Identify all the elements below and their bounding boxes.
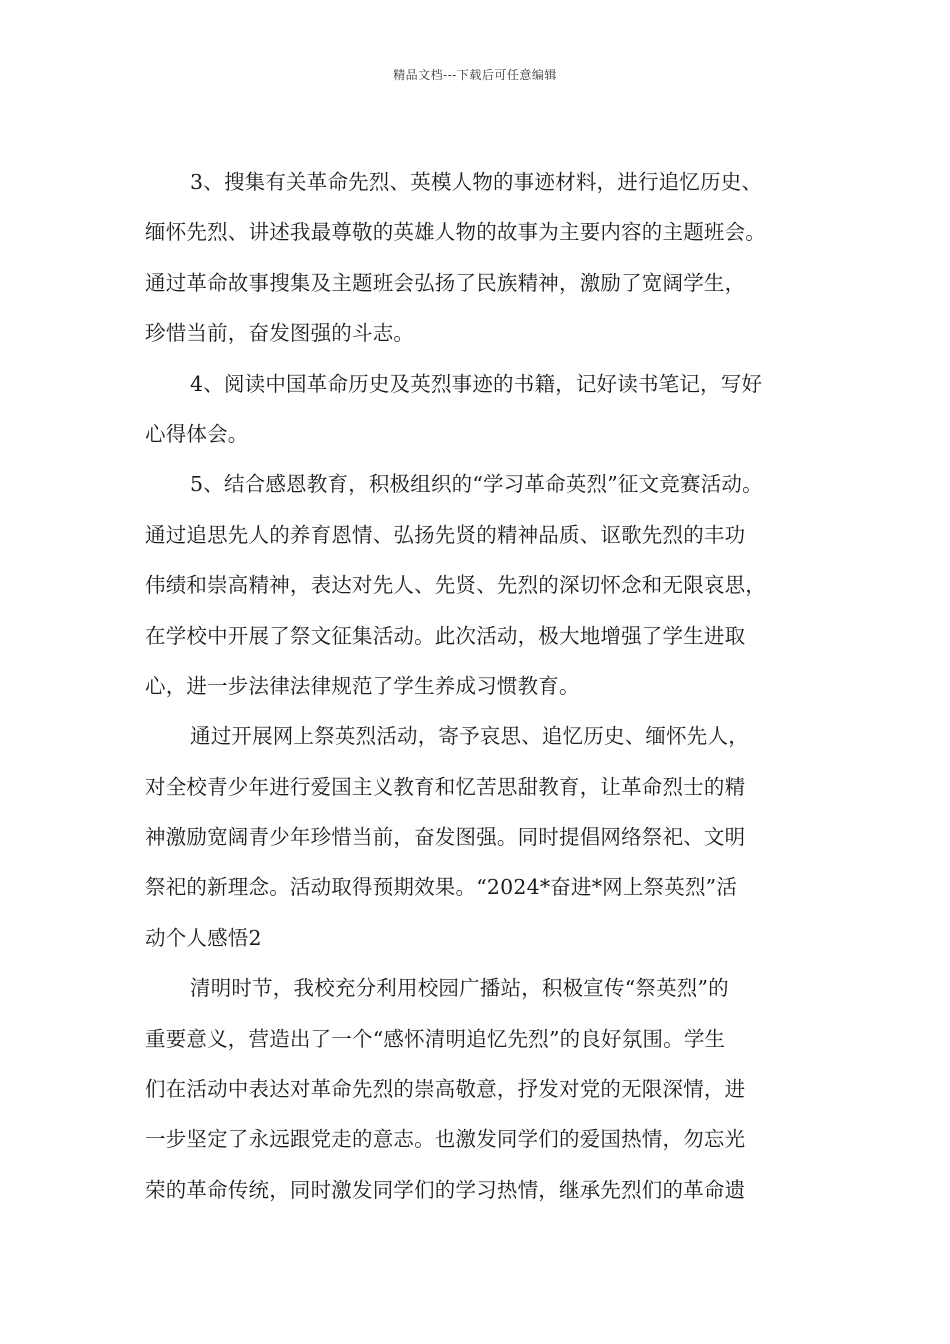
text-line: 3、搜集有关革命先烈、英模人物的事迹材料，进行追忆历史、: [190, 170, 763, 194]
text-line: 通过开展网上祭英烈活动，寄予哀思、追忆历史、缅怀先人，: [190, 724, 749, 749]
text-line: 神激励宽阔青少年珍惜当前，奋发图强。同时提倡网络祭祀、文明: [145, 825, 746, 850]
page-header: 精品文档---下载后可任意编辑: [393, 68, 557, 82]
text-line: 伟绩和崇高精神，表达对先人、先贤、先烈的深切怀念和无限哀思，: [145, 573, 766, 598]
text-line: 们在活动中表达对革命先烈的崇高敬意，抒发对党的无限深情，进: [145, 1077, 746, 1102]
text-line: 清明时节，我校充分利用校园广播站，积极宣传“祭英烈”的: [190, 976, 729, 1001]
text-line: 祭祀的新理念。活动取得预期效果。“2024*奋进*网上祭英烈”活: [145, 875, 738, 900]
document-body: [145, 157, 825, 1215]
text-line: 通过追思先人的养育恩情、弘扬先贤的精神品质、讴歌先烈的丰功: [145, 522, 746, 547]
text-line: 荣的革命传统，同时激发同学们的学习热情，继承先烈们的革命遗: [145, 1177, 746, 1202]
text-line: 在学校中开展了祭文征集活动。此次活动，极大地增强了学生进取: [145, 623, 746, 648]
text-line: 珍惜当前，奋发图强的斗志。: [145, 321, 415, 346]
text-line: 心，进一步法律法律规范了学生养成习惯教育。: [145, 673, 580, 698]
text-line: 心得体会。: [145, 421, 249, 446]
text-line: 4、阅读中国革命历史及英烈事迹的书籍，记好读书笔记，写好: [190, 371, 763, 396]
text-line: 5、结合感恩教育，积极组织的“学习革命英烈”征文竞赛活动。: [190, 472, 763, 497]
text-line: 通过革命故事搜集及主题班会弘扬了民族精神，激励了宽阔学生，: [145, 270, 746, 295]
text-line: 对全校青少年进行爱国主义教育和忆苦思甜教育，让革命烈士的精: [145, 774, 746, 799]
text-line: 重要意义，营造出了一个“感怀清明追忆先烈”的良好氛围。学生: [145, 1026, 726, 1051]
text-line: 动个人感悟2: [145, 925, 262, 950]
text-line: 缅怀先烈、讲述我最尊敬的英雄人物的故事为主要内容的主题班会。: [145, 220, 766, 245]
text-line: 一步坚定了永远跟党走的意志。也激发同学们的爱国热情，勿忘光: [145, 1127, 746, 1152]
